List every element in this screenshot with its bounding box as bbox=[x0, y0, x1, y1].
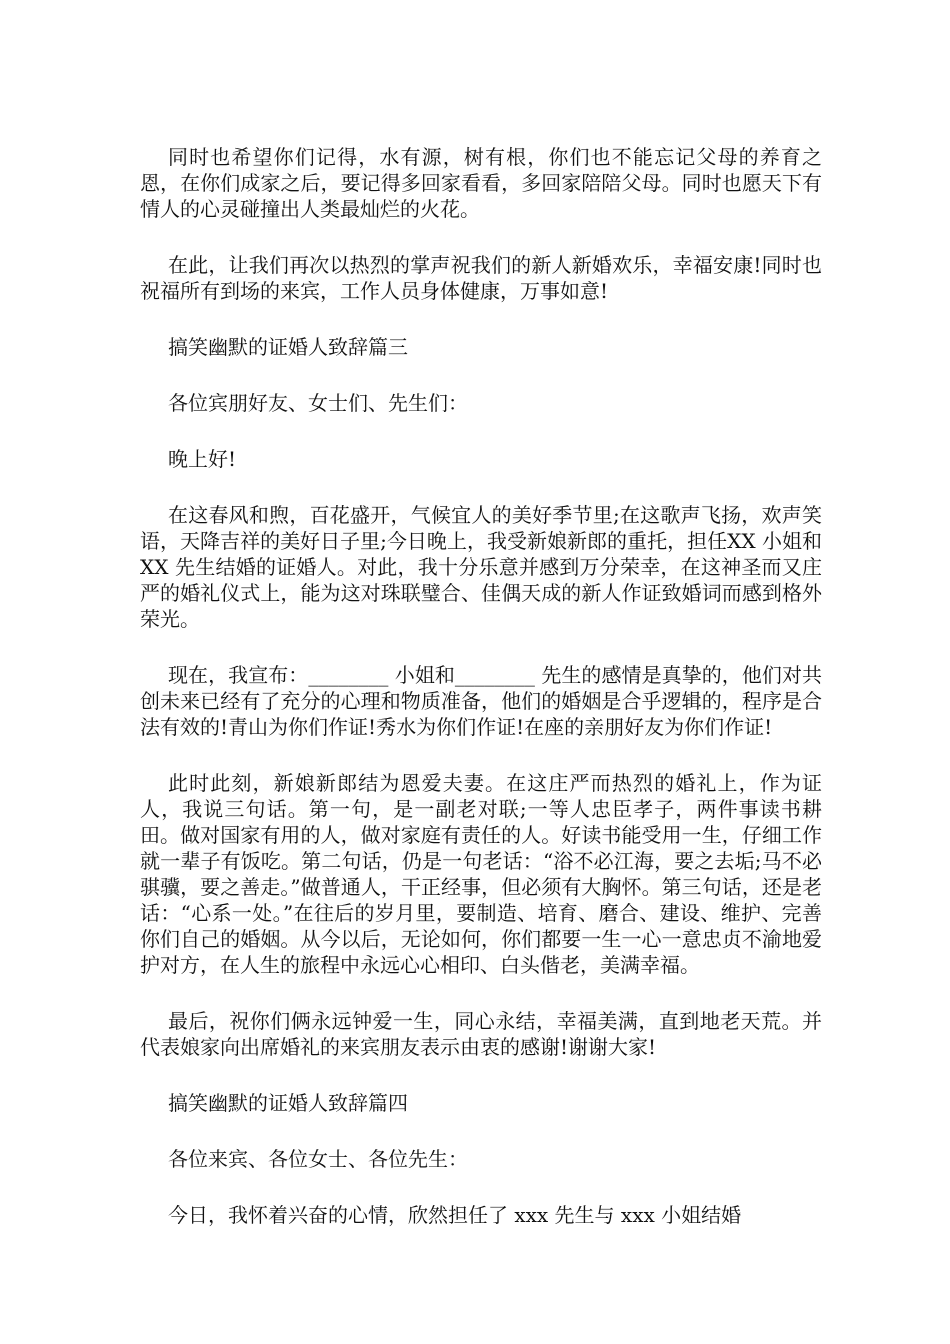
paragraph-salutation: 各位宾朋好友、女士们、先生们： bbox=[168, 391, 468, 415]
paragraph-greeting: 晚上好! bbox=[168, 447, 237, 471]
paragraph-opening-four: 今日，我怀着兴奋的心情，欣然担任了 xxx 先生与 xxx 小姐结婚 bbox=[168, 1203, 742, 1227]
paragraph-spring-occasion: 在这春风和煦，百花盛开，气候宜人的美好季节里;在这歌声飞扬，欢声笑语，天降吉祥的美好日子里;今日晚上，我受新娘新郎的重托，担任XX 小姐和XX 先生结婚的证婚人。对此，我十分乐意并感到万分荣幸，在这神圣而又庄严的婚礼仪式上，能为这对珠联璧合、佳偶天成的新人作证致婚词而感到格外荣光。 bbox=[140, 503, 822, 631]
paragraph-salutation-four: 各位来宾、各位女士、各位先生： bbox=[168, 1147, 468, 1171]
paragraph-closing-thanks: 最后，祝你们俩永远钟爱一生，同心永结，幸福美满，直到地老天荒。并代表娘家向出席婚礼的来宾朋友表示由衷的感谢!谢谢大家! bbox=[140, 1009, 822, 1059]
paragraph-announcement: 现在，我宣布：________ 小姐和________ 先生的感情是真挚的，他们对共创未来已经有了充分的心理和物质准备，他们的婚姻是合乎逻辑的，程序是合法有效的!青山为你们作证!秀水为你们作证!在座的亲朋好友为你们作证! bbox=[140, 663, 822, 739]
section-heading-part-three: 搞笑幽默的证婚人致辞篇三 bbox=[168, 335, 408, 359]
paragraph-applause-blessing: 在此，让我们再次以热烈的掌声祝我们的新人新婚欢乐，幸福安康!同时也祝福所有到场的来宾，工作人员身体健康，万事如意! bbox=[140, 253, 822, 303]
paragraph-gratitude-parents: 同时也希望你们记得，水有源，树有根，你们也不能忘记父母的养育之恩，在你们成家之后，要记得多回家看看，多回家陪陪父母。同时也愿天下有情人的心灵碰撞出人类最灿烂的火花。 bbox=[140, 145, 822, 221]
paragraph-three-sayings: 此时此刻，新娘新郎结为恩爱夫妻。在这庄严而热烈的婚礼上，作为证人，我说三句话。第一句，是一副老对联;一等人忠臣孝子，两件事读书耕田。做对国家有用的人，做对家庭有责任的人。好读书能受用一生，仔细工作就一辈子有饭吃。第二句话，仍是一句老话：“浴不必江海，要之去垢;马不必骐骥，要之善走。”做普通人，干正经事，但必须有大胸怀。第三句话，还是老话：“心系一处。”在往后的岁月里，要制造、培育、磨合、建设、维护、完善你们自己的婚姻。从今以后，无论如何，你们都要一生一心一意忠贞不渝地爱护对方，在人生的旅程中永远心心相印、白头偕老，美满幸福。 bbox=[140, 771, 822, 977]
document-body bbox=[140, 144, 822, 1258]
section-heading-part-four: 搞笑幽默的证婚人致辞篇四 bbox=[168, 1091, 408, 1115]
